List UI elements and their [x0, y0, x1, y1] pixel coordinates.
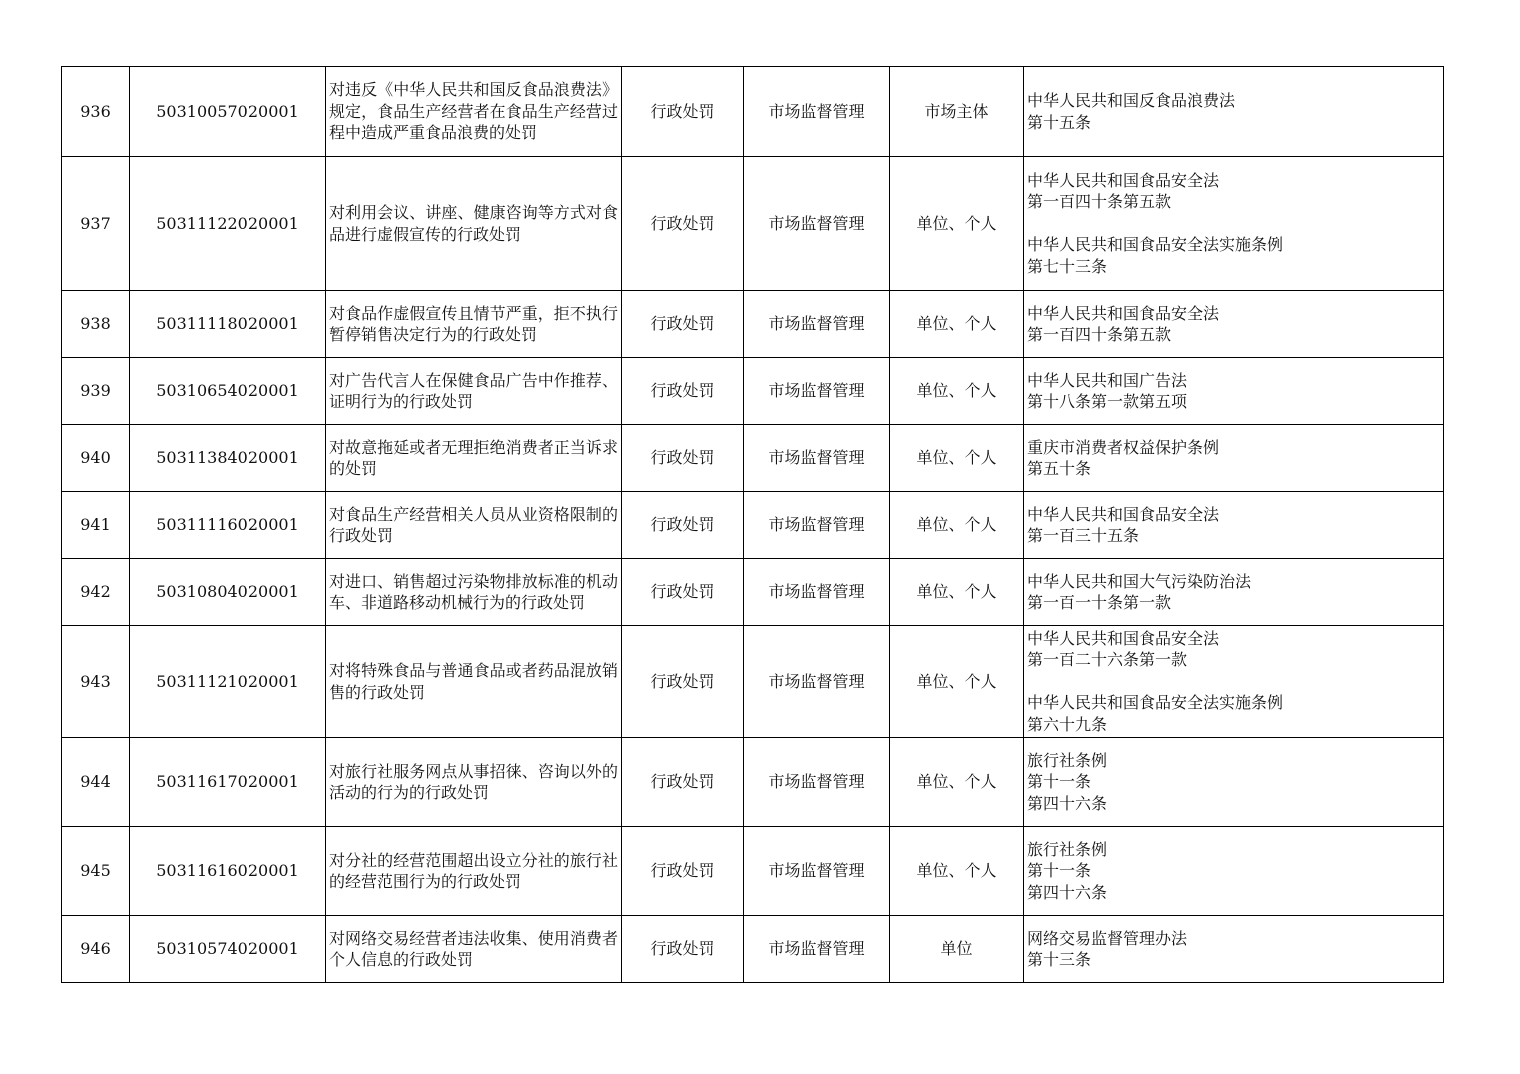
item-type: 行政处罚	[622, 827, 744, 916]
table-body	[62, 67, 1444, 983]
law-name: 重庆市消费者权益保护条例	[1027, 437, 1220, 457]
item-type: 行政处罚	[622, 67, 744, 157]
item-name: 对食品作虚假宣传且情节严重，拒不执行暂停销售决定行为的行政处罚	[326, 291, 622, 358]
item-type: 行政处罚	[622, 738, 744, 827]
law-name: 旅行社条例	[1027, 750, 1108, 770]
subject: 市场主体	[890, 67, 1024, 157]
row-number: 936	[62, 67, 130, 157]
table-row	[62, 425, 1444, 492]
department: 市场监督管理	[744, 738, 890, 827]
row-number: 937	[62, 157, 130, 291]
department: 市场监督管理	[744, 291, 890, 358]
law-clause: 第十八条第一款第五项	[1027, 392, 1188, 411]
row-number: 943	[62, 626, 130, 738]
subject: 单位	[890, 916, 1024, 983]
law-name: 中华人民共和国食品安全法实施条例	[1027, 235, 1284, 255]
item-code: 50310804020001	[130, 559, 326, 626]
item-code: 50311617020001	[130, 738, 326, 827]
row-number: 946	[62, 916, 130, 983]
row-number: 939	[62, 358, 130, 425]
legal-basis	[1024, 559, 1444, 626]
item-name: 对食品生产经营相关人员从业资格限制的行政处罚	[326, 492, 622, 559]
item-name: 对利用会议、讲座、健康咨询等方式对食品进行虚假宣传的行政处罚	[326, 157, 622, 291]
law-name: 中华人民共和国广告法	[1027, 370, 1188, 390]
item-name: 对分社的经营范围超出设立分社的旅行社的经营范围行为的行政处罚	[326, 827, 622, 916]
law-clause: 第十三条	[1027, 950, 1092, 969]
subject: 单位、个人	[890, 559, 1024, 626]
law-name: 中华人民共和国食品安全法	[1027, 303, 1220, 323]
department: 市场监督管理	[744, 626, 890, 738]
subject: 单位、个人	[890, 425, 1024, 492]
legal-basis	[1024, 827, 1444, 916]
item-name: 对进口、销售超过污染物排放标准的机动车、非道路移动机械行为的行政处罚	[326, 559, 622, 626]
law-clause: 第一百四十条第五款	[1027, 325, 1172, 344]
legal-basis	[1024, 626, 1444, 738]
subject: 单位、个人	[890, 827, 1024, 916]
law-clause: 第四十六条	[1027, 793, 1108, 813]
subject: 单位、个人	[890, 492, 1024, 559]
department: 市场监督管理	[744, 358, 890, 425]
item-type: 行政处罚	[622, 358, 744, 425]
law-clause: 第七十三条	[1027, 256, 1108, 276]
department: 市场监督管理	[744, 425, 890, 492]
item-code: 50311384020001	[130, 425, 326, 492]
subject: 单位、个人	[890, 626, 1024, 738]
item-name: 对旅行社服务网点从事招徕、咨询以外的活动的行为的行政处罚	[326, 738, 622, 827]
law-clause: 第十一条	[1027, 772, 1092, 792]
legal-basis	[1024, 738, 1444, 827]
item-name: 对故意拖延或者无理拒绝消费者正当诉求的处罚	[326, 425, 622, 492]
item-name: 对将特殊食品与普通食品或者药品混放销售的行政处罚	[326, 626, 622, 738]
table-row	[62, 492, 1444, 559]
item-type: 行政处罚	[622, 291, 744, 358]
law-name: 中华人民共和国反食品浪费法	[1027, 91, 1236, 110]
item-code: 50310574020001	[130, 916, 326, 983]
item-type: 行政处罚	[622, 157, 744, 291]
law-name: 中华人民共和国食品安全法	[1027, 628, 1220, 648]
row-number: 942	[62, 559, 130, 626]
item-code: 50311118020001	[130, 291, 326, 358]
table-row	[62, 291, 1444, 358]
table-row	[62, 738, 1444, 827]
row-number: 938	[62, 291, 130, 358]
row-number: 940	[62, 425, 130, 492]
department: 市场监督管理	[744, 559, 890, 626]
item-code: 50310654020001	[130, 358, 326, 425]
item-type: 行政处罚	[622, 626, 744, 738]
law-clause: 第一百一十条第一款	[1027, 593, 1172, 612]
law-name: 旅行社条例	[1027, 839, 1108, 859]
table-row	[62, 626, 1444, 738]
table-row	[62, 67, 1444, 157]
table-row	[62, 358, 1444, 425]
legal-basis	[1024, 157, 1444, 291]
row-number: 941	[62, 492, 130, 559]
item-type: 行政处罚	[622, 492, 744, 559]
item-name: 对广告代言人在保健食品广告中作推荐、证明行为的行政处罚	[326, 358, 622, 425]
law-name: 网络交易监督管理办法	[1027, 928, 1188, 948]
law-name: 中华人民共和国食品安全法实施条例	[1027, 693, 1284, 713]
department: 市场监督管理	[744, 916, 890, 983]
item-code: 50310057020001	[130, 67, 326, 157]
legal-basis	[1024, 358, 1444, 425]
department: 市场监督管理	[744, 492, 890, 559]
law-name: 中华人民共和国食品安全法	[1027, 504, 1220, 524]
department: 市场监督管理	[744, 157, 890, 291]
law-clause: 第十五条	[1027, 112, 1092, 132]
legal-basis	[1024, 425, 1444, 492]
department: 市场监督管理	[744, 67, 890, 157]
item-code: 50311116020001	[130, 492, 326, 559]
item-type: 行政处罚	[622, 916, 744, 983]
legal-basis	[1024, 67, 1444, 157]
law-clause: 第一百三十五条	[1027, 526, 1140, 545]
law-clause: 第六十九条	[1027, 714, 1108, 734]
item-name: 对网络交易经营者违法收集、使用消费者个人信息的行政处罚	[326, 916, 622, 983]
legal-basis	[1024, 291, 1444, 358]
law-clause: 第四十六条	[1027, 882, 1108, 902]
law-name: 中华人民共和国大气污染防治法	[1027, 571, 1252, 591]
subject: 单位、个人	[890, 738, 1024, 827]
item-code: 50311616020001	[130, 827, 326, 916]
table-row	[62, 157, 1444, 291]
legal-basis	[1024, 492, 1444, 559]
subject: 单位、个人	[890, 157, 1024, 291]
law-clause: 第十一条	[1027, 861, 1092, 881]
penalty-table	[61, 66, 1444, 983]
subject: 单位、个人	[890, 358, 1024, 425]
department: 市场监督管理	[744, 827, 890, 916]
item-code: 50311122020001	[130, 157, 326, 291]
legal-basis	[1024, 916, 1444, 983]
law-clause: 第五十条	[1027, 459, 1092, 478]
item-type: 行政处罚	[622, 425, 744, 492]
table-row	[62, 559, 1444, 626]
law-clause: 第一百四十条第五款	[1027, 192, 1172, 212]
table-row	[62, 916, 1444, 983]
subject: 单位、个人	[890, 291, 1024, 358]
item-code: 50311121020001	[130, 626, 326, 738]
law-name: 中华人民共和国食品安全法	[1027, 170, 1220, 190]
row-number: 944	[62, 738, 130, 827]
table-row	[62, 827, 1444, 916]
row-number: 945	[62, 827, 130, 916]
item-name: 对违反《中华人民共和国反食品浪费法》规定，食品生产经营者在食品生产经营过程中造成严重食品浪费的处罚	[326, 67, 622, 157]
law-clause: 第一百二十六条第一款	[1027, 650, 1188, 670]
item-type: 行政处罚	[622, 559, 744, 626]
